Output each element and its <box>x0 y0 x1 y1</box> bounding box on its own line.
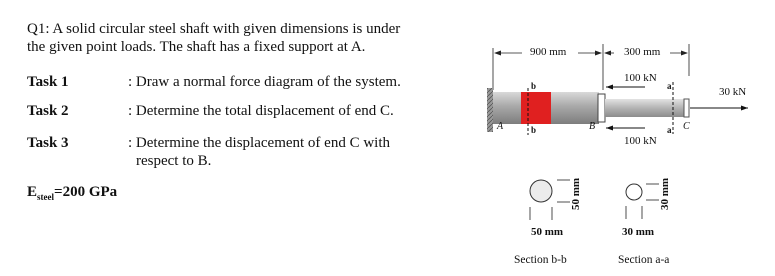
fixed-support-wall <box>487 88 493 132</box>
cut-a-top-label: a <box>667 81 672 91</box>
dimension-900-label: 900 mm <box>530 46 567 58</box>
cut-b-bottom-label: b <box>531 125 537 135</box>
section-b-circle <box>530 180 552 202</box>
modulus-value: =200 GPa <box>54 184 118 200</box>
task-2-text: : Determine the total displacement of end C. <box>128 103 394 119</box>
dimension-300-label: 300 mm <box>624 46 661 58</box>
load-arrowhead-top <box>606 85 613 90</box>
task-3-text: : Determine the displacement of end C with <box>128 135 391 151</box>
cut-a-bottom-label: a <box>667 125 672 135</box>
shaft-flange-b <box>598 94 605 122</box>
dimension-arrow-right <box>681 51 688 56</box>
load-arrowhead-bottom <box>606 126 613 131</box>
point-a-label: A <box>497 121 504 132</box>
load-arrowhead-end <box>741 106 748 111</box>
cut-b-top-label: b <box>531 81 537 91</box>
load-bottom-label: 100 kN <box>624 135 657 147</box>
problem-line-1: Q1: A solid circular steel shaft with given dimensions is under <box>27 21 401 37</box>
dimension-arrow-mid-left <box>595 51 602 56</box>
load-end-label: 30 kN <box>719 86 747 98</box>
section-a-circle <box>626 184 642 200</box>
task-2-label: Task 2 <box>27 103 69 119</box>
point-c-label: C <box>683 121 690 132</box>
point-b-label: B <box>589 121 596 132</box>
section-a-caption: Section a-a <box>618 254 670 266</box>
shaft-segment-bc <box>605 99 686 117</box>
section-b-highlight <box>521 92 551 124</box>
section-b-width-label: 50 mm <box>531 226 564 238</box>
load-top-label: 100 kN <box>624 72 657 84</box>
task-1-text: : Draw a normal force diagram of the system. <box>128 74 401 90</box>
shaft-end-cap <box>684 99 689 117</box>
dimension-arrow-left <box>494 51 501 56</box>
section-b-height-label: 50 mm <box>570 177 582 210</box>
modulus-symbol: E <box>27 184 38 200</box>
task-1-label: Task 1 <box>27 74 69 90</box>
dimension-arrow-mid-right <box>604 51 611 56</box>
modulus-subscript: steel <box>37 192 55 202</box>
section-a-width-label: 30 mm <box>622 226 655 238</box>
section-b-caption: Section b-b <box>514 254 567 266</box>
section-a-height-label: 30 mm <box>659 177 671 210</box>
problem-line-2: the given point loads. The shaft has a fixed support at A. <box>27 39 366 55</box>
task-3-label: Task 3 <box>27 135 69 151</box>
task-3-text-line-2: respect to B. <box>136 153 212 169</box>
